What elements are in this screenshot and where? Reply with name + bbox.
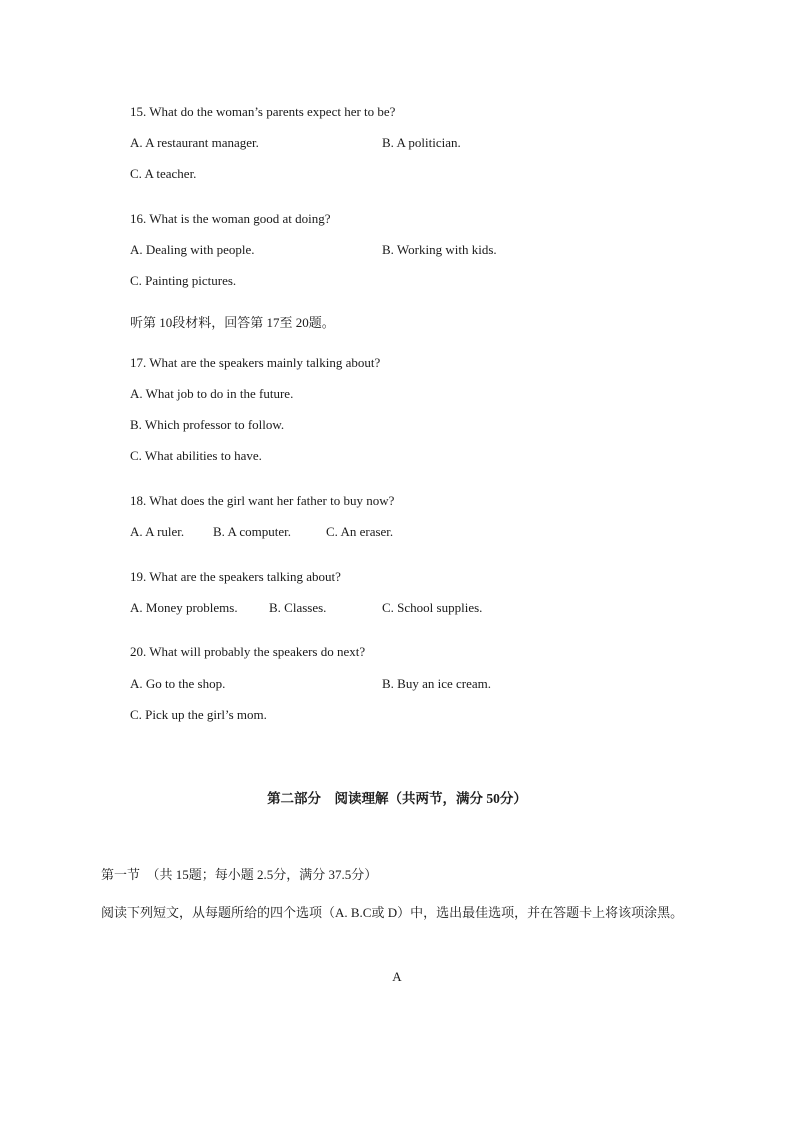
question-17-option-b: B. Which professor to follow.	[130, 417, 285, 432]
question-19-stem: 19. What are the speakers talking about?	[130, 569, 341, 584]
question-17-stem: 17. What are the speakers mainly talking about?	[130, 355, 381, 370]
reading-directions: 阅读下列短文，从每题所给的四个选项（A. B.C或 D）中，选出最佳选项，并在答题卡上将该项涂黑。	[101, 905, 684, 920]
question-16-option-b: B. Working with kids.	[382, 242, 497, 257]
question-20-option-b: B. Buy an ice cream.	[382, 676, 492, 691]
question-18-option-a: A. A ruler.	[130, 524, 185, 539]
passage-label: A	[392, 969, 402, 984]
question-16-option-c: C. Painting pictures.	[130, 273, 237, 288]
question-18-option-b: B. A computer.	[213, 524, 291, 539]
question-16-stem: 16. What is the woman good at doing?	[130, 211, 331, 226]
part2-title: 第二部分 阅读理解（共两节，满分 50分）	[267, 791, 527, 806]
question-20-option-a: A. Go to the shop.	[130, 676, 226, 691]
question-15-option-c: C. A teacher.	[130, 166, 197, 181]
question-20-stem: 20. What will probably the speakers do next?	[130, 644, 366, 659]
question-15-option-a: A. A restaurant manager.	[130, 135, 259, 150]
question-20-option-c: C. Pick up the girl’s mom.	[130, 707, 267, 722]
question-16-option-a: A. Dealing with people.	[130, 242, 255, 257]
question-15-option-b: B. A politician.	[382, 135, 461, 150]
section1-heading: 第一节 （共 15题；每小题 2.5分，满分 37.5分）	[101, 867, 378, 882]
question-18-option-c: C. An eraser.	[326, 524, 394, 539]
question-19-option-b: B. Classes.	[269, 600, 327, 615]
question-17-option-c: C. What abilities to have.	[130, 448, 262, 463]
question-15-stem: 15. What do the woman’s parents expect her to be?	[130, 104, 396, 119]
question-18-stem: 18. What does the girl want her father to buy now?	[130, 493, 395, 508]
listening-instruction: 听第 10段材料，回答第 17至 20题。	[130, 315, 335, 330]
question-19-option-c: C. School supplies.	[382, 600, 483, 615]
question-17-option-a: A. What job to do in the future.	[130, 386, 294, 401]
question-19-option-a: A. Money problems.	[130, 600, 238, 615]
